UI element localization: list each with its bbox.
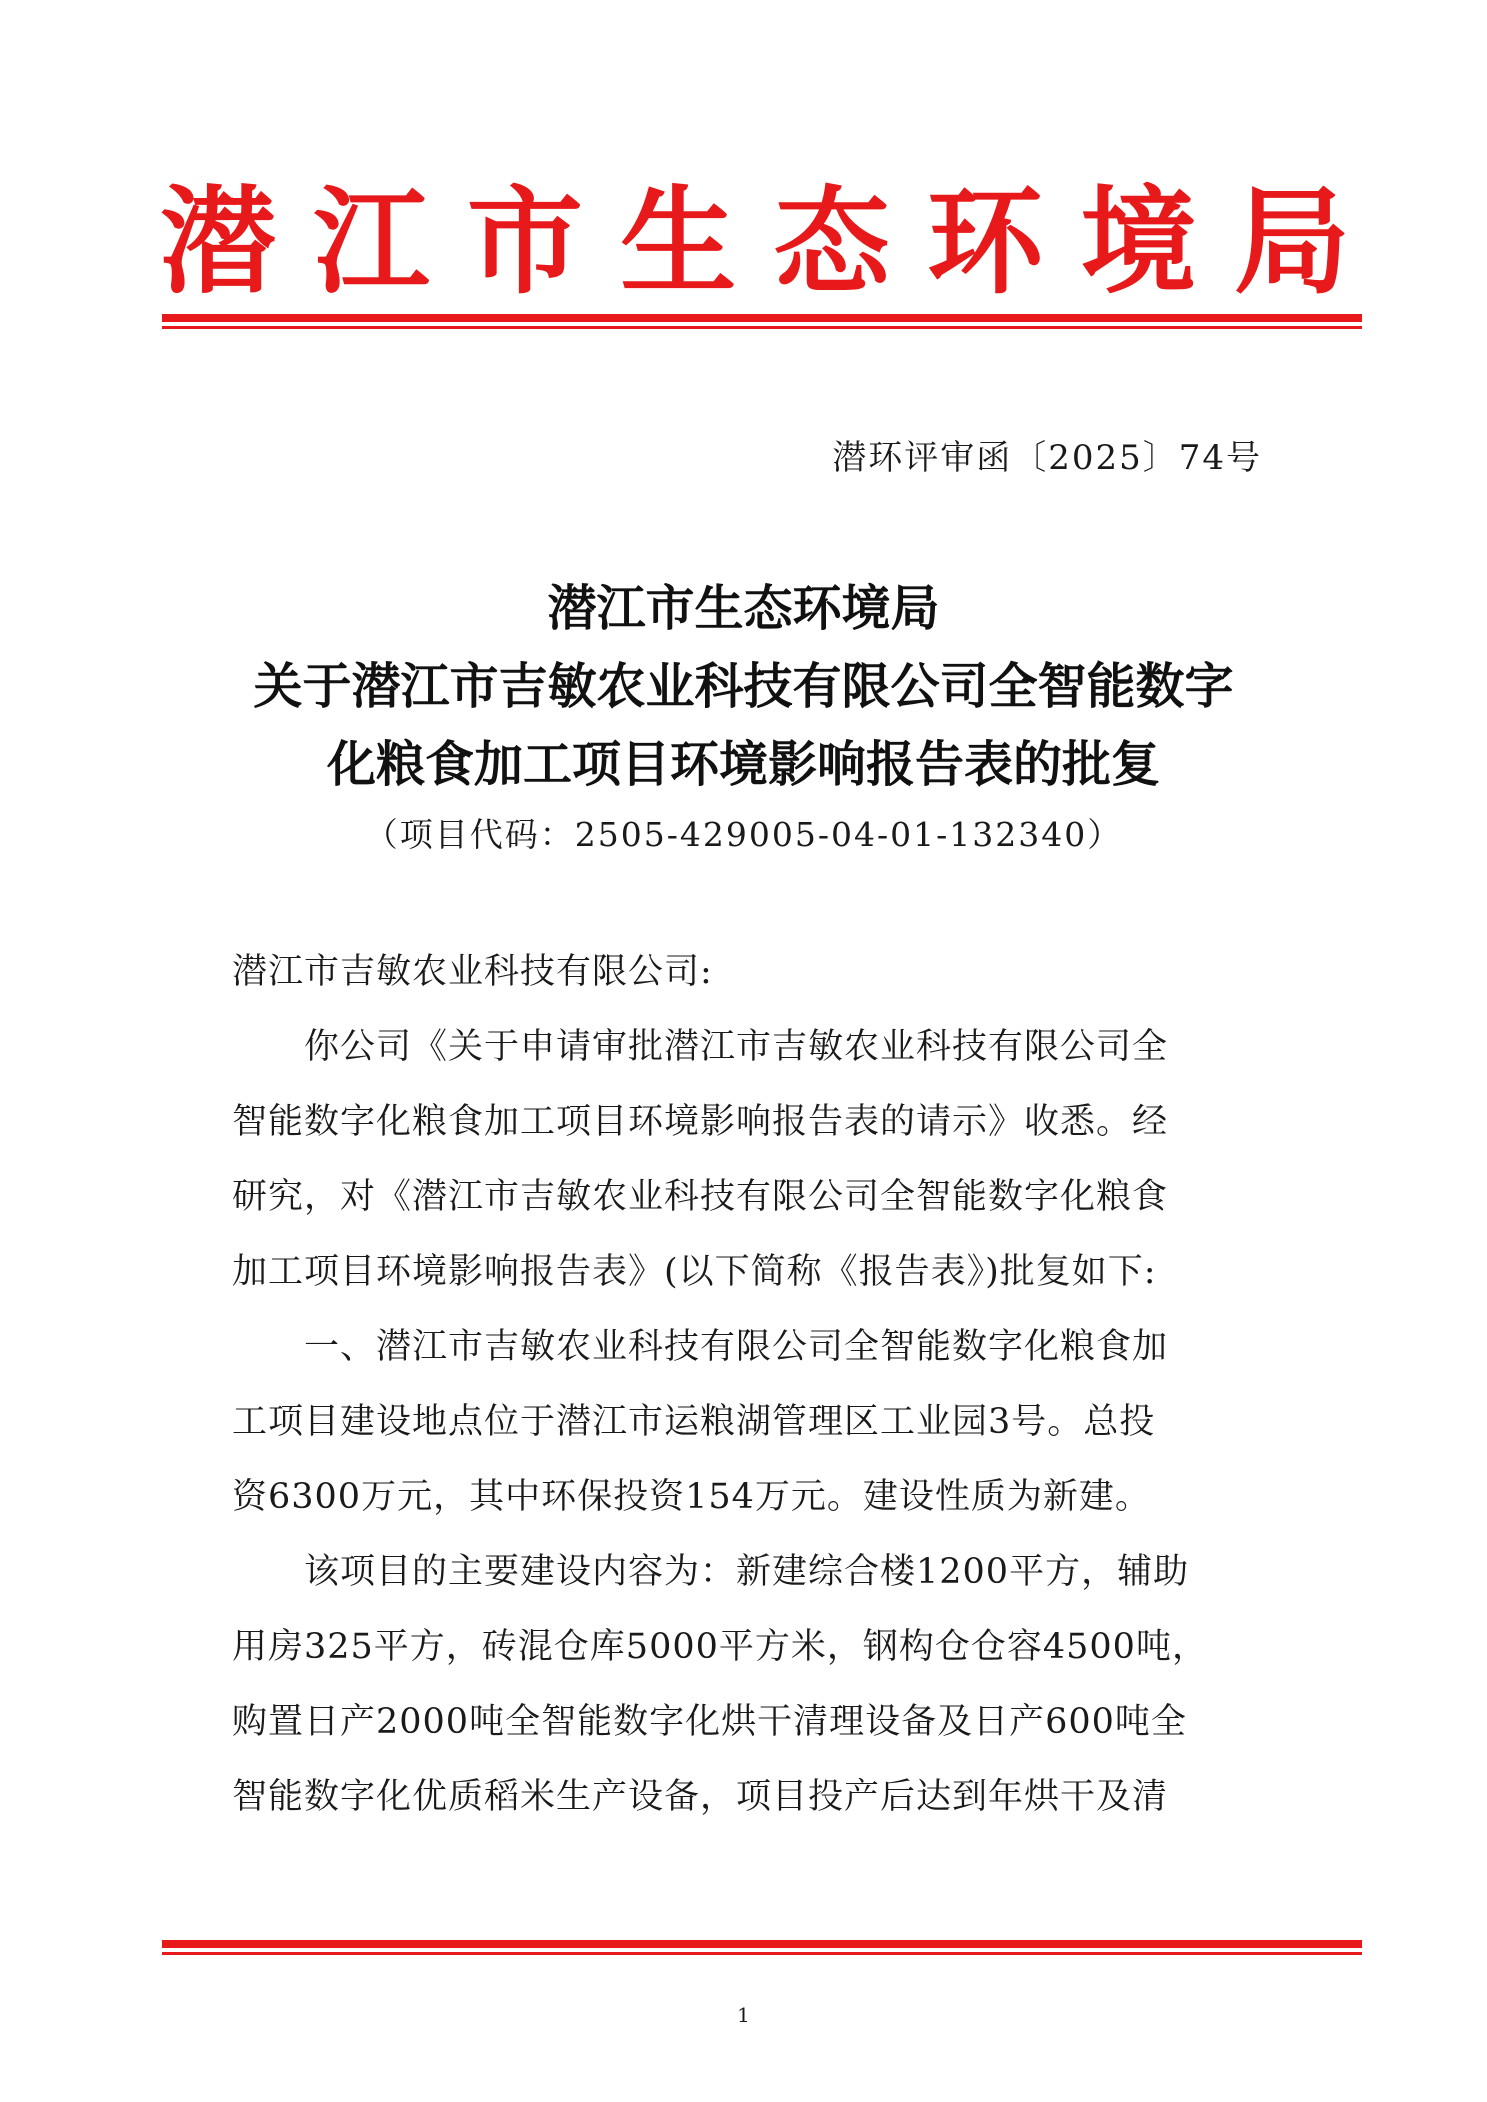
body-line: 用房325平方，砖混仓库5000平方米，钢构仓仓容4500吨， xyxy=(232,1627,1208,1667)
addressee: 潜江市吉敏农业科技有限公司: xyxy=(232,952,713,992)
header-divider-thin xyxy=(162,326,1362,329)
header-char: 境 xyxy=(1080,175,1197,310)
body-line: 资6300万元，其中环保投资154万元。建设性质为新建。 xyxy=(232,1477,1151,1517)
page-number: 1 xyxy=(737,2003,750,2027)
header-divider xyxy=(162,314,1362,329)
body-line: 工项目建设地点位于潜江市运粮湖管理区工业园3号。总投 xyxy=(232,1402,1156,1442)
body-line: 研究，对《潜江市吉敏农业科技有限公司全智能数字化粮食 xyxy=(232,1177,1169,1217)
body-line: 加工项目环境影响报告表》(以下简称《报告表》)批复如下: xyxy=(232,1252,1157,1292)
body-line: 购置日产2000吨全智能数字化烘干清理设备及日产600吨全 xyxy=(232,1702,1187,1742)
body-line: 一、潜江市吉敏农业科技有限公司全智能数字化粮食加 xyxy=(232,1327,1169,1367)
document-number: 潜环评审函〔2025〕74号 xyxy=(832,438,1262,478)
header-divider-thick xyxy=(162,314,1362,322)
document-title-line-1: 潜江市生态环境局 xyxy=(547,580,940,637)
header-char: 生 xyxy=(620,175,737,310)
footer-divider-thin xyxy=(162,1952,1362,1955)
document-title-line-3: 化粮食加工项目环境影响报告表的批复 xyxy=(326,736,1160,793)
footer-divider-thick xyxy=(162,1940,1362,1948)
header-char: 态 xyxy=(773,175,890,310)
body-line: 该项目的主要建设内容为：新建综合楼1200平方，辅助 xyxy=(232,1552,1190,1592)
document-title-line-2: 关于潜江市吉敏农业科技有限公司全智能数字 xyxy=(253,658,1234,715)
body-line: 智能数字化粮食加工项目环境影响报告表的请示》收悉。经 xyxy=(232,1102,1169,1142)
body-line: 智能数字化优质稻米生产设备，项目投产后达到年烘干及清 xyxy=(232,1777,1169,1817)
header-char: 环 xyxy=(927,175,1044,310)
header-char: 局 xyxy=(1233,175,1350,310)
footer-divider xyxy=(162,1940,1362,1955)
agency-header xyxy=(160,175,1350,310)
project-code: （项目代码：2505-429005-04-01-132340） xyxy=(364,815,1123,854)
header-char: 潜 xyxy=(160,175,276,310)
header-char: 市 xyxy=(466,175,583,310)
header-char: 江 xyxy=(313,175,430,310)
body-line: 你公司《关于申请审批潜江市吉敏农业科技有限公司全 xyxy=(232,1027,1169,1067)
